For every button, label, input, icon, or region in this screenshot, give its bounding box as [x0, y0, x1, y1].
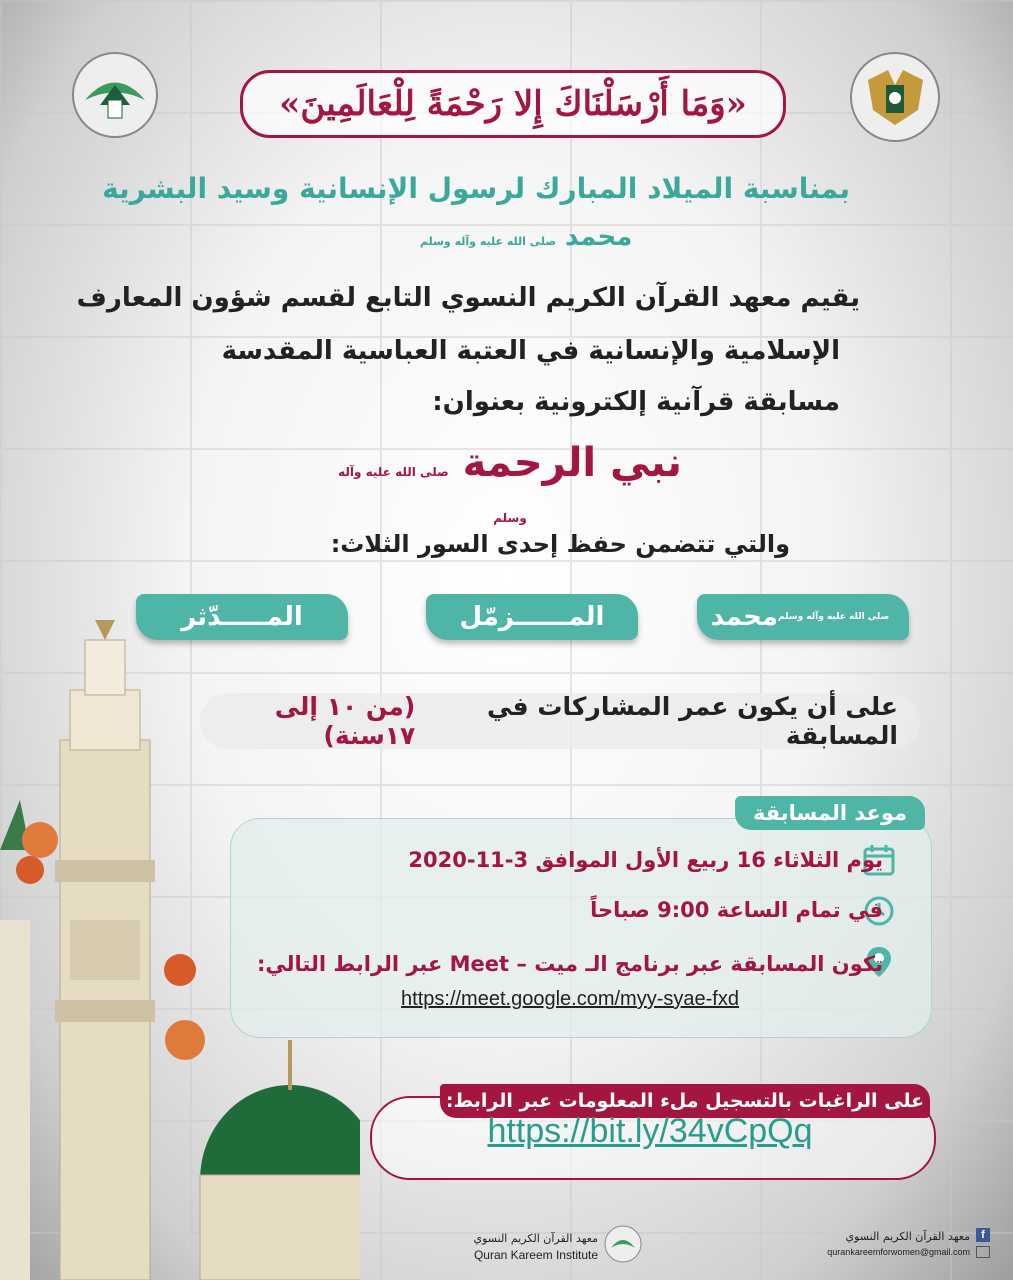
- registration-link[interactable]: https://bit.ly/34vCpQq: [487, 1112, 813, 1150]
- footer-fb-name: معهد القرآن الكريم النسوي: [845, 1230, 970, 1243]
- surah-muzzammil-pill: المــــــزمّل: [426, 594, 638, 640]
- footer-institute-ar: معهد القرآن الكريم النسوي: [473, 1232, 598, 1245]
- surah-muddaththir-pill: المـــــدّثر: [136, 594, 348, 640]
- footer-institute-logo: [603, 1224, 643, 1264]
- registration-tag: على الراغبات بالتسجيل ملء المعلومات عبر الرابط:: [440, 1084, 930, 1118]
- surah-muhammad-label: محمد: [710, 602, 779, 632]
- schedule-time: في تمام الساعة 9:00 صباحاً: [590, 898, 883, 922]
- surahs-intro: والتي تتضمن حفظ إحدى السور الثلاث:: [330, 530, 790, 558]
- contest-title: [330, 440, 690, 532]
- contest-line: مسابقة قرآنية إلكترونية بعنوان:: [432, 387, 840, 417]
- contest-title-text: نبي الرحمة: [462, 440, 682, 486]
- quran-verse-banner: «وَمَا أَرْسَلْنَاكَ إِلا رَحْمَةً لِلْعَالَمِينَ»: [240, 70, 786, 138]
- institute-logo-left: [70, 45, 160, 145]
- meet-link[interactable]: https://meet.google.com/myy-syae-fxd: [401, 988, 739, 1010]
- prophet-name: [420, 222, 632, 252]
- salawat-pill-glyph: صلى الله عليه وآله وسلم: [778, 612, 890, 622]
- organizer-line-2: الإسلامية والإنسانية في العتبة العباسية المقدسة: [221, 336, 840, 366]
- schedule-tag: موعد المسابقة: [735, 796, 925, 830]
- surah-muhammad-pill: [697, 594, 909, 640]
- footer-email[interactable]: qurankareemforwomen@gmail.com: [827, 1247, 970, 1257]
- salawat-glyph: صلى الله عليه وآله وسلم: [420, 235, 556, 248]
- mosque-illustration: [0, 620, 360, 1280]
- schedule-platform: تكون المسابقة عبر برنامج الـ ميت – Meet عبر الرابط التالي:: [256, 952, 883, 976]
- age-range: (من ١٠ إلى ١٧سنة): [274, 692, 416, 750]
- organizer-line-1: يقيم معهد القرآن الكريم النسوي التابع لقسم شؤون المعارف: [76, 283, 860, 313]
- salawat-title-glyph: صلى الله عليه وآله وسلم: [338, 465, 527, 525]
- footer-institute-en: Quran Kareem Institute: [473, 1248, 598, 1262]
- abbas-shrine-logo-right: [848, 50, 943, 145]
- age-text: على أن يكون عمر المشاركات في المسابقة: [487, 692, 898, 750]
- schedule-date: يوم الثلاثاء 16 ربيع الأول الموافق 3-11-2020: [408, 848, 883, 872]
- facebook-icon[interactable]: f: [976, 1228, 990, 1242]
- prophet-name-text: محمد: [565, 222, 633, 252]
- occasion-line: بمناسبة الميلاد المبارك لرسول الإنسانية وسيد البشرية: [102, 172, 850, 205]
- mail-icon: [976, 1246, 990, 1258]
